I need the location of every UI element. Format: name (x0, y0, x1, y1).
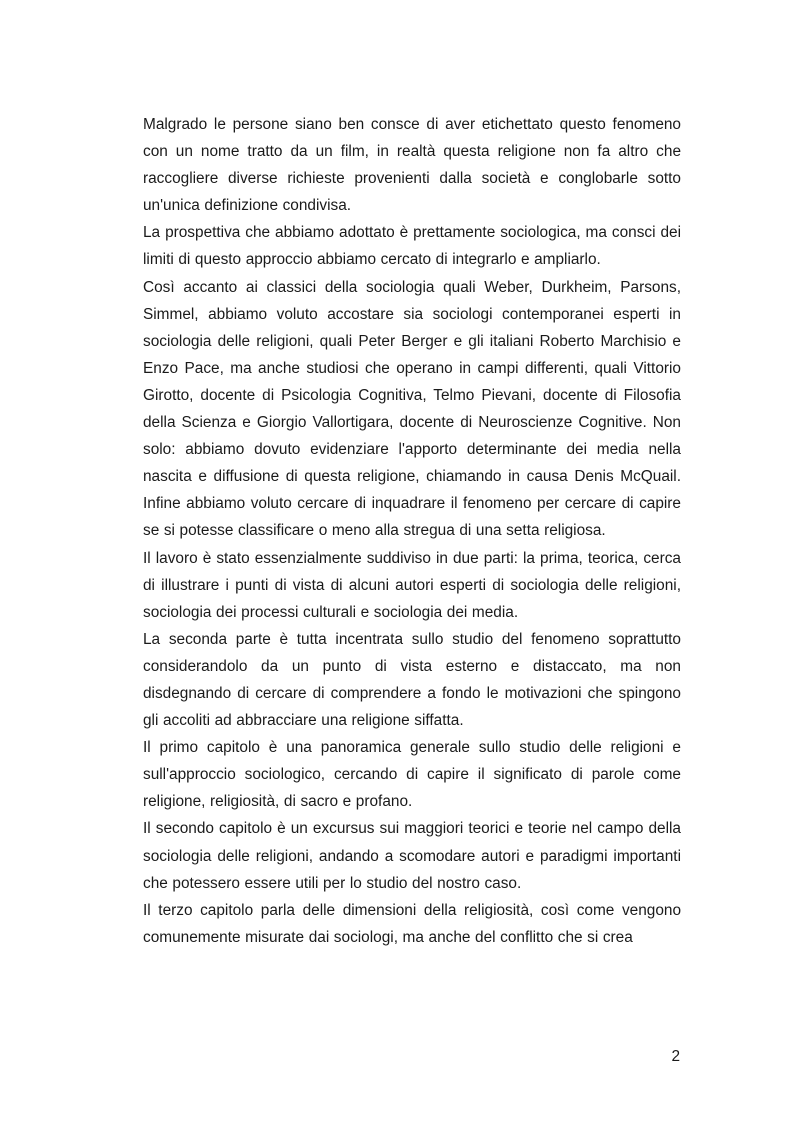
paragraph-2: La prospettiva che abbiamo adottato è prettamente sociologica, ma consci dei limiti di questo approccio abbiamo cercato di integrarlo e ampliarlo. (143, 224, 681, 269)
paragraph-5: La seconda parte è tutta incentrata sullo studio del fenomeno soprattutto considerandolo da un punto di vista esterno e distaccato, ma non disdegnando di cercare di comprendere a fondo le motivazioni che spingono gli accoliti ad abbracciare una religione siffatta. (143, 630, 681, 730)
body-text (143, 111, 681, 951)
paragraph-3: Così accanto ai classici della sociologia quali Weber, Durkheim, Parsons, Simmel, abbiamo voluto accostare sia sociologi contemporanei esperti in sociologia delle religioni, quali Peter Berger e gli italiani Roberto Marchisio e Enzo Pace, ma anche studiosi che operano in campi differenti, quali Vittorio Girotto, docente di Psicologia Cognitiva, Telmo Pievani, docente di Filosofia della Scienza e Giorgio Vallortigara, docente di Neuroscienze Cognitive. Non solo: abbiamo dovuto evidenziare l'apporto determinante dei media nella nascita e diffusione di questa religione, chiamando in causa Denis McQuail. Infine abbiamo voluto cercare di inquadrare il fenomeno per cercare di capire se si potesse classificare o meno alla stregua di una setta religiosa. (143, 278, 681, 540)
paragraph-1: Malgrado le persone siano ben consce di aver etichettato questo fenomeno con un nome tratto da un film, in realtà questa religione non fa altro che raccogliere diverse richieste provenienti dalla società e conglobarle sotto un'unica definizione condivisa. (143, 116, 681, 215)
paragraph-8: Il terzo capitolo parla delle dimensioni della religiosità, così come vengono comunemente misurate dai sociologi, ma anche del conflitto che si crea (143, 901, 681, 946)
paragraph-6: Il primo capitolo è una panoramica generale sullo studio delle religioni e sull'approccio sociologico, cercando di capire il significato di parole come religione, religiosità, di sacro e profano. (143, 739, 681, 811)
page-number: 2 (671, 1048, 680, 1065)
paragraph-4: Il lavoro è stato essenzialmente suddiviso in due parti: la prima, teorica, cerca di illustrare i punti di vista di alcuni autori esperti di sociologia delle religioni, sociologia dei processi culturali e sociologia dei media. (143, 549, 681, 621)
paragraph-7: Il secondo capitolo è un excursus sui maggiori teorici e teorie nel campo della sociologia delle religioni, andando a scomodare autori e paradigmi importanti che potessero essere utili per lo studio del nostro caso. (143, 820, 681, 892)
